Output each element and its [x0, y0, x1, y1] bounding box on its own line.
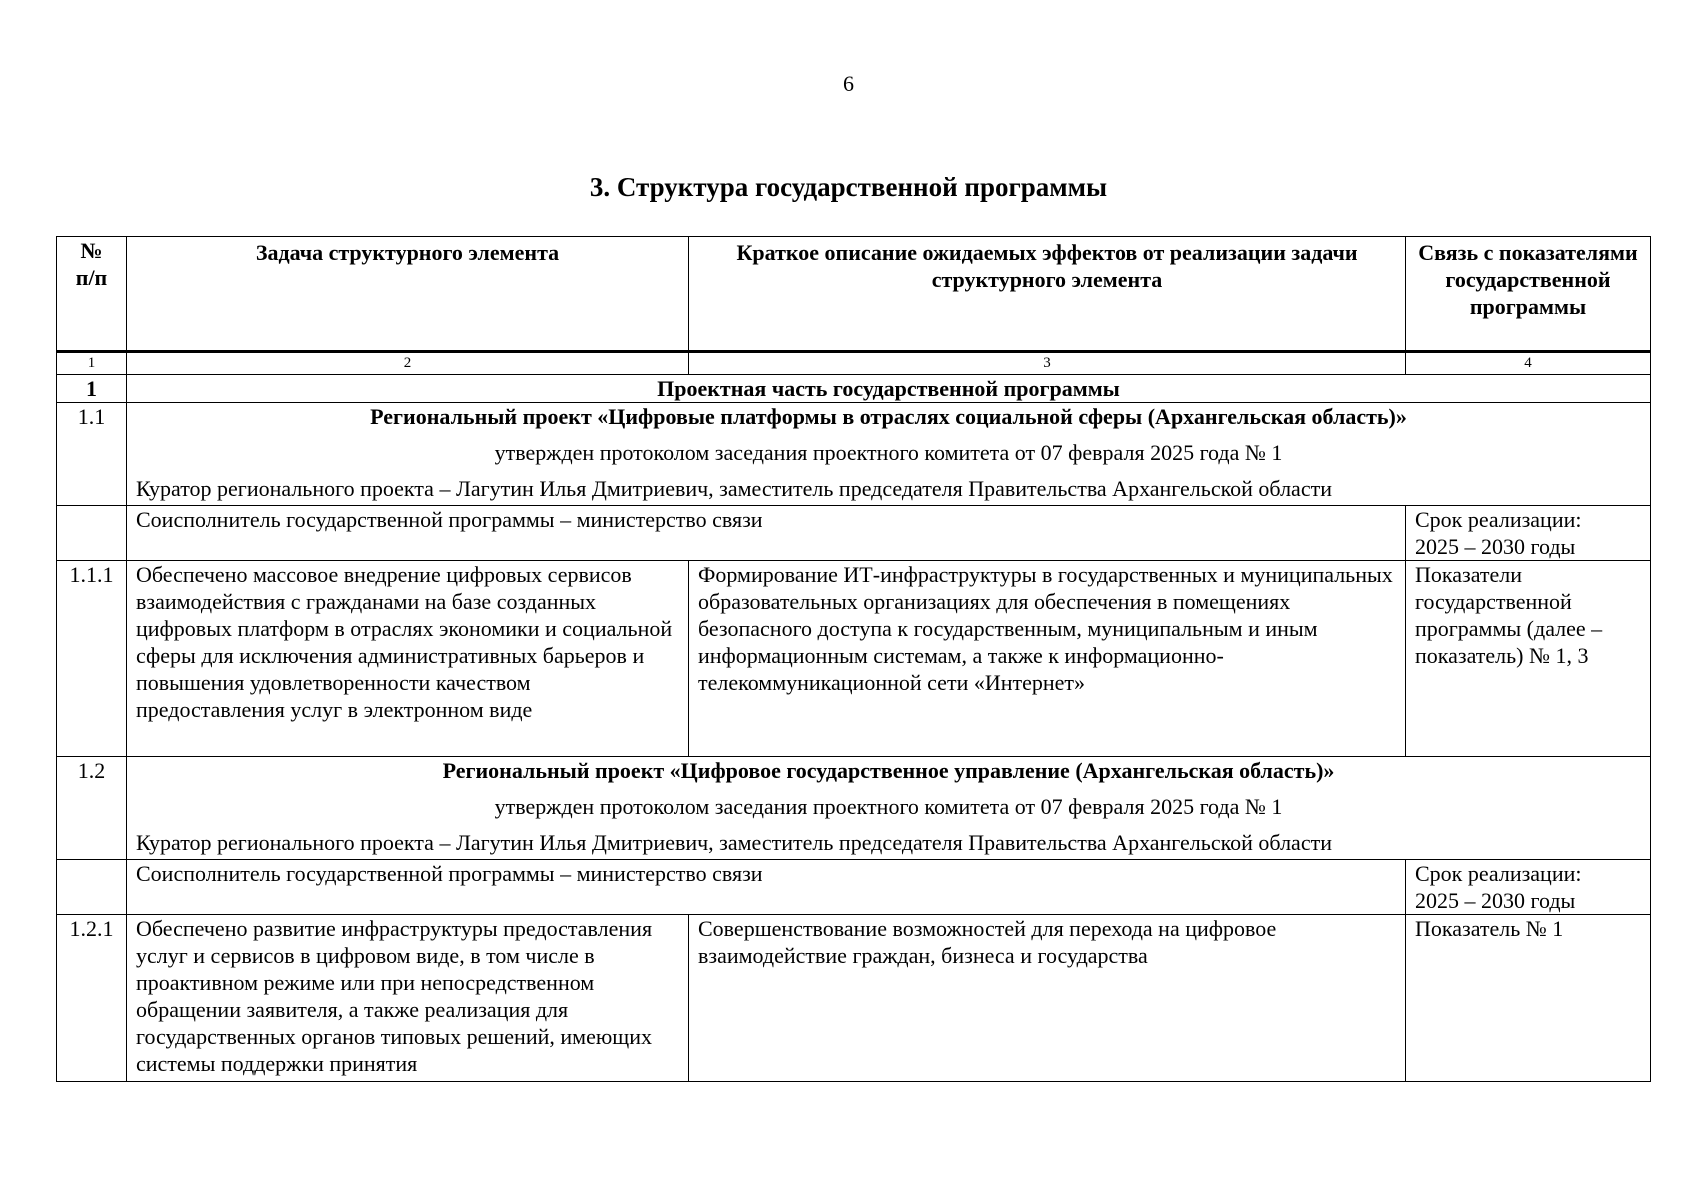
project-row	[57, 757, 1651, 860]
project-num: 1.2	[57, 757, 127, 860]
task-description: Обеспечено развитие инфраструктуры предоставления услуг и сервисов в цифровом виде, в том числе в проактивном режиме или при непосредственном обращении заявителя, а также реализация для государственных органов типовых решений, имеющих системы поддержки принятия	[127, 915, 689, 1082]
term-value: 2025 – 2030 годы	[1415, 888, 1576, 913]
term-label: Срок реализации:	[1415, 861, 1582, 886]
coexecutor-text: Соисполнитель государственной программы – министерство связи	[127, 860, 1406, 915]
task-num: 1.1.1	[57, 561, 127, 757]
section-row	[57, 375, 1651, 403]
task-effects: Совершенствование возможностей для перехода на цифровое взаимодействие граждан, бизнеса и государства	[689, 915, 1406, 1082]
task-effects: Формирование ИТ-инфраструктуры в государственных и муниципальных образовательных организациях для обеспечения в помещениях безопасного доступа к государственным, муниципальным и иным информационным системам, а также к информационно-телекоммуникационной сети «Интернет»	[689, 561, 1406, 757]
header-task: Задача структурного элемента	[127, 237, 689, 352]
project-title: Региональный проект «Цифровое государственное управление (Архангельская область)»	[442, 758, 1335, 783]
project-num: 1.1	[57, 403, 127, 506]
page-number: 6	[843, 71, 854, 96]
project-curator: Куратор регионального проекта – Лагутин Илья Дмитриевич, заместитель председателя Правительства Архангельской области	[136, 830, 1332, 855]
column-numbers-row	[57, 352, 1651, 375]
project-row	[57, 403, 1651, 506]
task-description: Обеспечено массовое внедрение цифровых сервисов взаимодействия с гражданами на базе созданных цифровых платформ в отраслях экономики и социальной сферы для исключения административных барьеров и повышения удовлетворенности качеством предоставления услуг в электронном виде	[127, 561, 689, 757]
column-number: 4	[1406, 352, 1651, 375]
section-title: Проектная часть государственной программы	[127, 375, 1651, 403]
term-cell	[1406, 860, 1651, 915]
term-cell	[1406, 506, 1651, 561]
column-number: 2	[127, 352, 689, 375]
project-approved: утвержден протоколом заседания проектного комитета от 07 февраля 2025 года № 1	[494, 440, 1283, 465]
task-row	[57, 915, 1651, 1082]
term-value: 2025 – 2030 годы	[1415, 534, 1576, 559]
table-header-row	[57, 237, 1651, 352]
coexecutor-row	[57, 506, 1651, 561]
coexecutor-text: Соисполнитель государственной программы – министерство связи	[127, 506, 1406, 561]
header-effects: Краткое описание ожидаемых эффектов от реализации задачи структурного элемента	[689, 237, 1406, 352]
section-num: 1	[57, 375, 127, 403]
project-curator: Куратор регионального проекта – Лагутин Илья Дмитриевич, заместитель председателя Правительства Архангельской области	[136, 476, 1332, 501]
coexecutor-row	[57, 860, 1651, 915]
task-row	[57, 561, 1651, 757]
column-number: 1	[57, 352, 127, 375]
project-info	[127, 757, 1651, 860]
project-approved: утвержден протоколом заседания проектного комитета от 07 февраля 2025 года № 1	[494, 794, 1283, 819]
project-info	[127, 403, 1651, 506]
term-label: Срок реализации:	[1415, 507, 1582, 532]
header-link: Связь с показателями государственной программы	[1406, 237, 1651, 352]
structure-table	[56, 236, 1651, 1082]
task-link: Показатели государственной программы (далее – показатель) № 1, 3	[1406, 561, 1651, 757]
project-title: Региональный проект «Цифровые платформы в отраслях социальной сферы (Архангельская область)»	[370, 404, 1407, 429]
header-num: № п/п	[57, 237, 127, 352]
page-title: 3. Структура государственной программы	[589, 172, 1108, 202]
task-num: 1.2.1	[57, 915, 127, 1082]
task-link: Показатель № 1	[1406, 915, 1651, 1082]
column-number: 3	[689, 352, 1406, 375]
